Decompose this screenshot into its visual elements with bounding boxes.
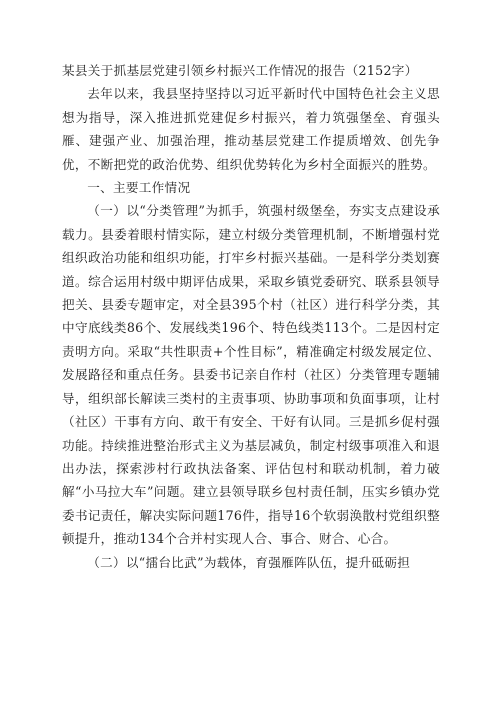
report-title: 某县关于抓基层党建引领乡村振兴工作情况的报告（2152字） bbox=[62, 63, 418, 78]
point-one-paragraph: （一）以“分类管理”为抓手，筑强村级堡垒，夯实支点建设承载力。县委着眼村情实际，建立村级分类管理机制，不断增强村党组织政治功能和组织功能，打牢乡村振兴基础。一是科学分类划赛道。综合运用村级中期评估成果，采取乡镇党委研究、联系县领导把关、县委专题审定，对全县395个村（社区）进行科学分类，其中守底线类86个、发展线类196个、特色线类113个。二是因村定责明方向。采取“共性职责+个性目标”，精准确定村级发展定位、发展路径和重点任务。县委书记亲自作村（社区）分类管理专题辅导，组织部长解读三类村的主责事项、协助事项和负面事项，让村（社区）干事有方向、敢干有安全、干好有认同。三是抓乡促村强功能。持续推进整治形式主义为基层减负，制定村级事项准入和退出办法，探索涉村行政执法备案、评估包村和联动机制，着力破解“小马拉大车”问题。建立县领导联乡包村责任制，压实乡镇办党委书记责任，解决实际问题176件，指导16个软弱涣散村党组织整顿提升，推动134个合并村实现人合、事合、财合、心合。 bbox=[62, 203, 440, 547]
section-heading: 一、主要工作情况 bbox=[87, 180, 191, 196]
document-body bbox=[62, 59, 440, 574]
point-two-paragraph: （二）以“擂台比武”为载体，育强雁阵队伍，提升砥砺担 bbox=[87, 554, 411, 570]
intro-paragraph: 去年以来，我县坚持坚持以习近平新时代中国特色社会主义思想为指导，深入推进抓党建促乡村振兴，着力筑强堡垒、育强头雁、建强产业、加强治理，推动基层党建工作提质增效、创先争优，不断把党的政治优势、组织优势转化为乡村全面振兴的胜势。 bbox=[62, 86, 440, 172]
